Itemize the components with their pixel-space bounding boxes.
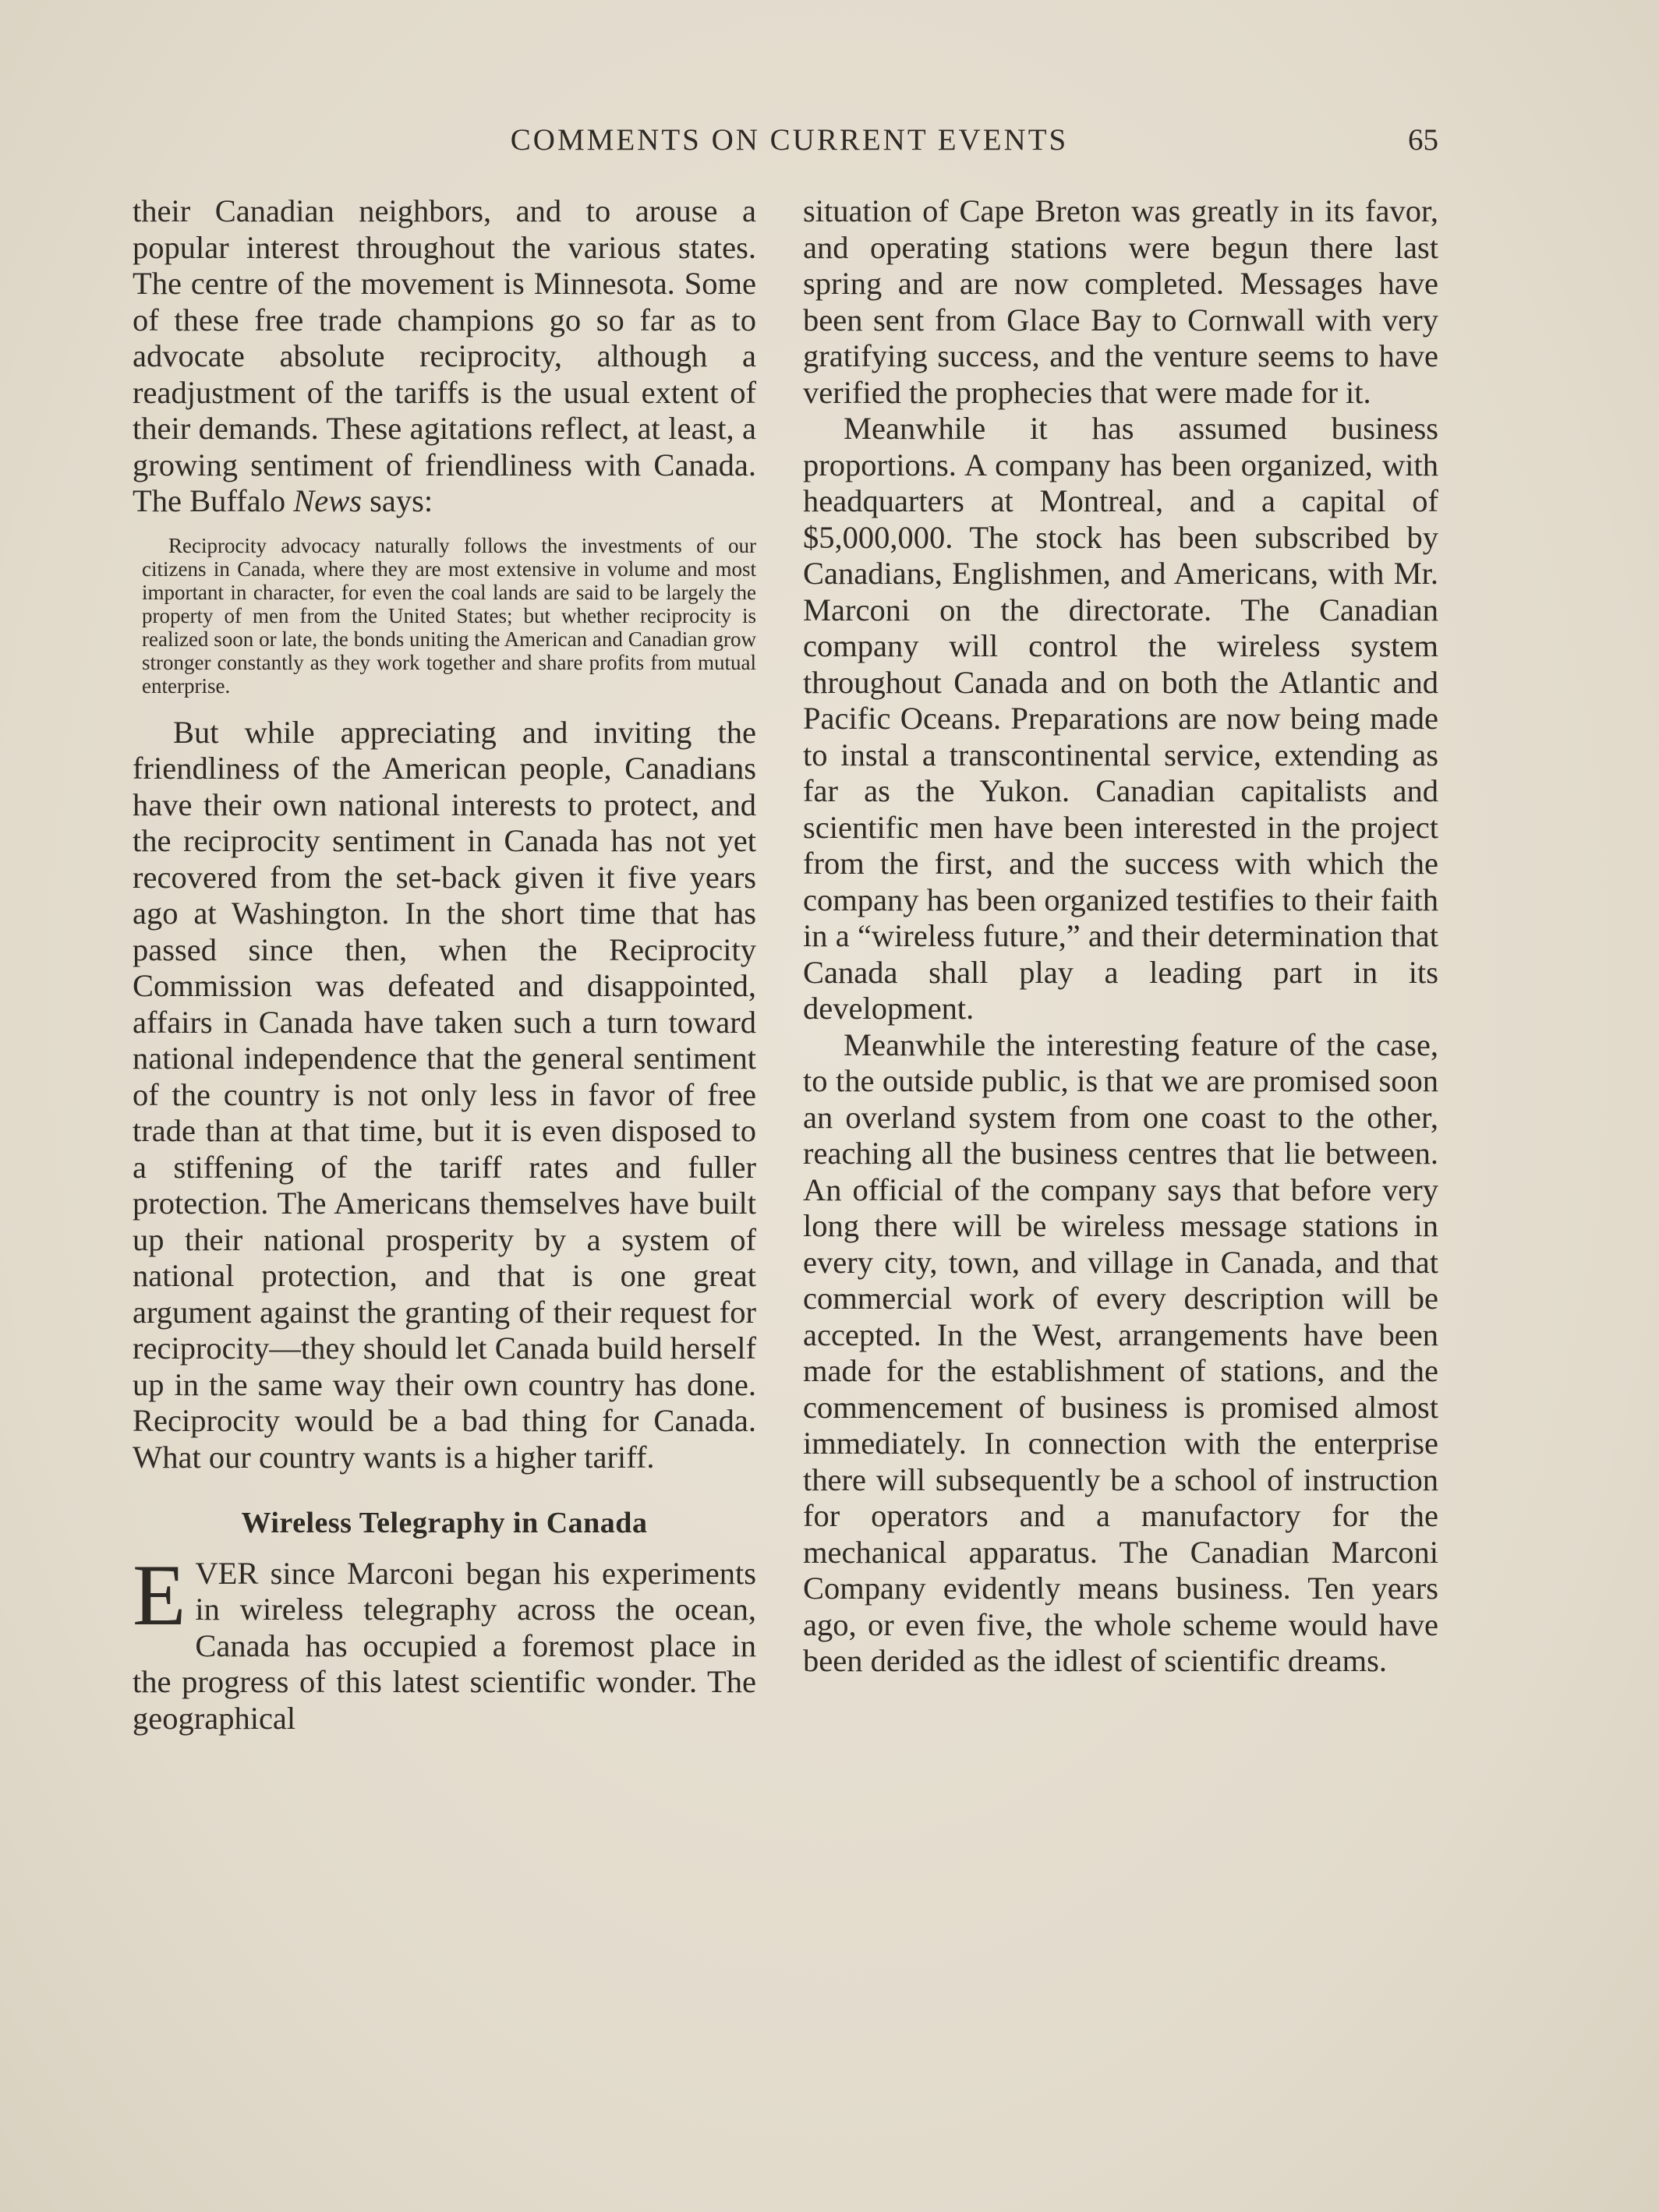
paragraph-wireless-intro	[133, 1546, 756, 1737]
paragraph-cape-breton: situation of Cape Breton was greatly in its favor, and operating stations were begun there last spring and are now completed. Messages have been sent from Glace Bay to Cornwall with very gratifying success, and the venture seems to have verified the prophecies that were made for it.	[803, 193, 1438, 410]
paragraph-overland-system: Meanwhile the interesting feature of the case, to the outside public, is that we are promised soon an overland system from one coast to the other, reaching all the business centres that lie between. An official of the company says that before very long there will be wireless message stations in every city, town, and village in Canada, and that commercial work of every description will be accepted. In the West, arrangements have been made for the establishment of stations, and the commencement of business is promised almost immediately. In connection with the enterprise there will subsequently be a school of instruction for operators and a manufactory for the mechanical apparatus. The Canadian Marconi Company evidently means business. Ten years ago, or even five, the whole scheme would have been derided as the idlest of scientific dreams.	[803, 1026, 1438, 1678]
running-title: COMMENTS ON CURRENT EVENTS	[510, 123, 1069, 157]
paragraph-text: their Canadian neighbors, and to arouse a popular interest throughout the various states. The centre of the movement is Minnesota. Some of these free trade champions go so far as to advocate absolute reciprocity, although a readjustment of the tariffs is the usual extent of their demands. These agitations reflect, at least, a growing sentiment of friendliness with Canada. The Buffalo	[133, 193, 756, 518]
paragraph-reciprocity: But while appreciating and inviting the friendliness of the American people, Canadians have their own national interests to protect, and the reciprocity sentiment in Canada has not yet recovered from the set-back given it five years ago at Washington. In the short time that has passed since then, when the Reciprocity Commission was defeated and disappointed, affairs in Canada have taken such a turn toward national independence that the general sentiment of the country is not only less in favor of free trade than at that time, but it is even disposed to a stiffening of the tariff rates and fuller protection. The Americans themselves have built up their national prosperity by a system of national protection, and that is one great argument against the granting of their request for reciprocity—they should let Canada build herself up in the same way their own country has done. Reciprocity would be a bad thing for Canada. What our country wants is a higher tariff.	[133, 714, 756, 1475]
page-number: 65	[1408, 123, 1438, 157]
right-column	[803, 193, 1438, 1680]
block-quote: Reciprocity advocacy naturally follows the investments of our citizens in Canada, where they are most extensive in volume and most important in character, for even the coal lands are said to be largely the property of men from the United States; but whether reciprocity is realized soon or late, the bonds uniting the American and Canadian grow stronger constantly as they work together and share profits from mutual enterprise.	[142, 533, 756, 698]
drop-cap: E	[133, 1546, 186, 1644]
section-heading: Wireless Telegraphy in Canada	[241, 1507, 648, 1539]
paragraph-continued	[133, 193, 756, 520]
paragraph-text: VER since Marconi began his experiments in wireless telegraphy across the ocean, Canada has occupied a foremost place in the progress of this latest scientific wonder. The geographical	[133, 1555, 756, 1736]
left-column	[133, 193, 756, 1737]
running-head	[140, 117, 1438, 164]
newspaper-name: News	[293, 483, 362, 518]
paragraph-company: Meanwhile it has assumed business proportions. A company has been organized, with headquarters at Montreal, and a capital of $5,000,000. The stock has been subscribed by Canadians, Englishmen, and Americans, with Mr. Marconi on the directorate. The Canadian company will control the wireless system throughout Canada and on both the Atlantic and Pacific Oceans. Preparations are now being made to instal a transcontinental service, extending as far as the Yukon. Canadian capitalists and scientific men have been interested in the project from the first, and the success with which the company has been organized testifies to their faith in a “wireless future,” and their determination that Canada shall play a leading part in its development.	[803, 411, 1438, 1026]
paragraph-end: says:	[361, 483, 433, 518]
